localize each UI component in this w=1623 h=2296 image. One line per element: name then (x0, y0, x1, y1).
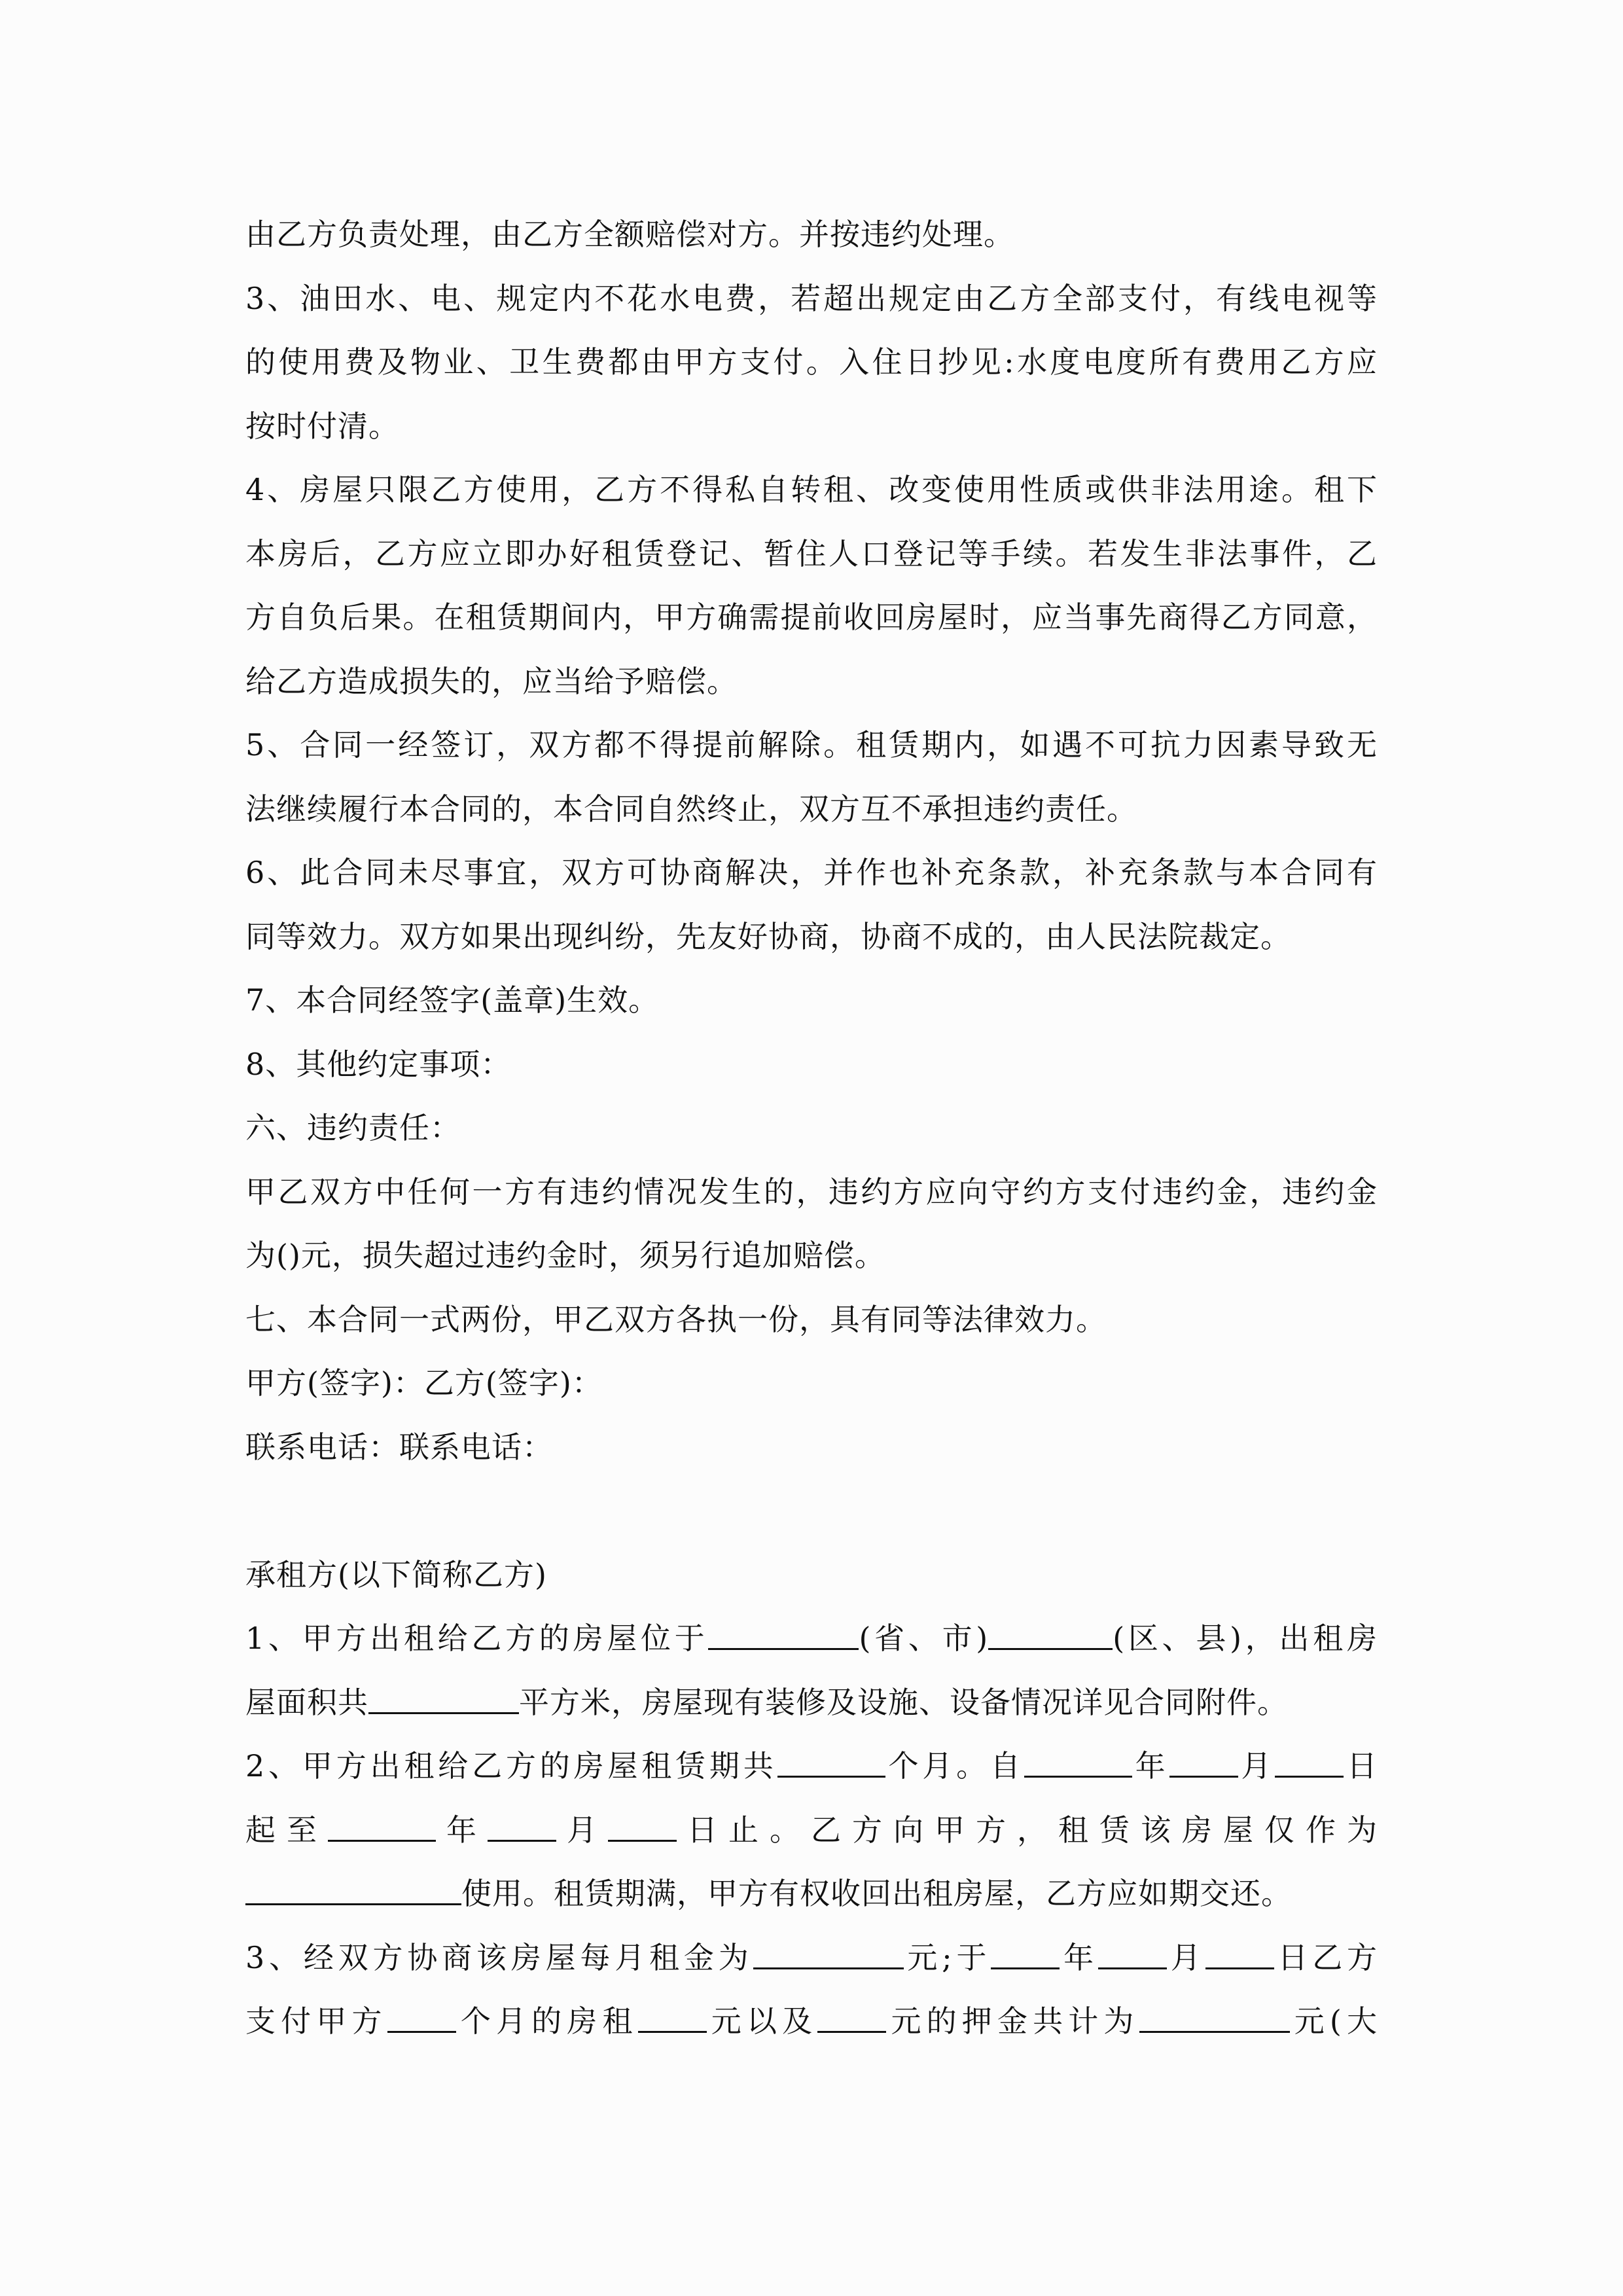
clause-text: 元以及 (706, 2003, 818, 2039)
text-line: 给乙方造成损失的，应当给予赔偿。 (245, 663, 738, 699)
text-line: 7、本合同经签字(盖章)生效。 (245, 982, 660, 1018)
clause-text: 屋面积共 (245, 1684, 368, 1720)
text-line: 为()元，损失超过违约金时，须另行追加赔偿。 (245, 1238, 885, 1273)
blank-field-province[interactable] (708, 1622, 859, 1650)
clause-2-line-3 (245, 1862, 1378, 1926)
blank-field-months-paid[interactable] (387, 2005, 456, 2033)
blank-field-pay-year[interactable] (991, 1941, 1060, 1969)
text-line: 8、其他约定事项： (245, 1046, 512, 1082)
clause-text: 起至 (245, 1812, 328, 1848)
clause-2-line-1 (245, 1734, 1378, 1799)
contact-phone-line: 联系电话：联系电话： (245, 1429, 553, 1465)
blank-field-start-month[interactable] (1169, 1749, 1238, 1778)
clause-text: 年 (1132, 1748, 1169, 1784)
clause-text: 月 (556, 1812, 608, 1848)
clause-text: 元的押金共计为 (886, 2003, 1139, 2039)
clause-1-line-2 (245, 1671, 1378, 1735)
blank-field-area[interactable] (368, 1686, 519, 1714)
section-heading-breach: 六、违约责任： (245, 1110, 461, 1145)
blank-field-deposit[interactable] (817, 2005, 886, 2033)
clause-text: (省、市) (859, 1621, 989, 1656)
clause-text: 月 (1238, 1748, 1275, 1784)
text-line: 法继续履行本合同的，本合同自然终止，双方互不承担违约责任。 (245, 791, 1137, 827)
blank-field-pay-day[interactable] (1205, 1941, 1274, 1969)
text-line: 同等效力。双方如果出现纠纷，先友好协商，协商不成的，由人民法院裁定。 (245, 918, 1291, 954)
blank-field-rent-amount[interactable] (638, 2005, 707, 2033)
blank-field-total[interactable] (1139, 2005, 1290, 2033)
text-line: 3、油田水、电、规定内不花水电费，若超出规定由乙方全部支付，有线电视等 (245, 280, 1378, 316)
clause-text: 年 (436, 1812, 488, 1848)
spacer (245, 1479, 1378, 1543)
blank-field-end-day[interactable] (608, 1814, 677, 1842)
signature-line: 甲方(签字)：乙方(签字)： (245, 1365, 603, 1401)
text-line: 本房后，乙方应立即办好租赁登记、暂住人口登记等手续。若发生非法事件，乙 (245, 535, 1378, 571)
text-line: 按时付清。 (245, 408, 399, 444)
clause-3-line-2 (245, 1990, 1378, 2054)
clause-text: 日止。乙方向甲方，租赁该房屋仅作为 (677, 1812, 1378, 1848)
blank-field-end-year[interactable] (328, 1814, 436, 1842)
clause-text: 个月的房租 (455, 2003, 638, 2039)
clause-text: 月 (1166, 1939, 1205, 1975)
text-line: 甲乙双方中任何一方有违约情况发生的，违约方应向守约方支付违约金，违约金 (245, 1174, 1378, 1210)
clause-text: 元;于 (903, 1939, 991, 1975)
blank-field-lease-months[interactable] (777, 1749, 885, 1778)
clause-text: 3、经双方协商该房屋每月租金为 (245, 1939, 753, 1975)
blank-field-pay-month[interactable] (1098, 1941, 1167, 1969)
clause-text: 日 (1344, 1748, 1378, 1784)
blank-field-end-month[interactable] (488, 1814, 556, 1842)
blank-field-monthly-rent[interactable] (753, 1941, 904, 1969)
clause-2-line-2 (245, 1799, 1378, 1863)
clause-1-line-1 (245, 1607, 1378, 1671)
text-line: 5、合同一经签订，双方都不得提前解除。租赁期内，如遇不可抗力因素导致无 (245, 727, 1378, 762)
clause-text: 元(大 (1289, 2003, 1378, 2039)
blank-field-usage[interactable] (245, 1877, 461, 1905)
text-line: 的使用费及物业、卫生费都由甲方支付。入住日抄见:水度电度所有费用乙方应 (245, 344, 1378, 380)
document-page (245, 203, 1378, 2054)
blank-field-start-year[interactable] (1024, 1749, 1132, 1778)
clause-text: 日乙方 (1274, 1939, 1378, 1975)
clause-text: 1、甲方出租给乙方的房屋位于 (245, 1621, 709, 1656)
clause-text: 支付甲方 (245, 2003, 387, 2039)
clause-text: 使用。租赁期满，甲方有权收回出租房屋，乙方应如期交还。 (461, 1876, 1292, 1911)
clause-text: 2、甲方出租给乙方的房屋租赁期共 (245, 1748, 777, 1784)
clause-text: 年 (1060, 1939, 1098, 1975)
text-line: 方自负后果。在租赁期间内，甲方确需提前收回房屋时，应当事先商得乙方同意， (245, 600, 1378, 635)
text-line: 6、此合同未尽事宜，双方可协商解决，并作也补充条款，补充条款与本合同有 (245, 855, 1378, 890)
clause-text: (区、县)，出租房 (1113, 1621, 1378, 1656)
clause-text: 平方米，房屋现有装修及设施、设备情况详见合同附件。 (519, 1684, 1288, 1720)
clause-3-line-1 (245, 1926, 1378, 1990)
blank-field-start-day[interactable] (1275, 1749, 1344, 1778)
text-line: 4、房屋只限乙方使用，乙方不得私自转租、改变使用性质或供非法用途。租下 (245, 472, 1378, 507)
blank-field-district[interactable] (988, 1622, 1113, 1650)
clause-text: 个月。自 (885, 1748, 1024, 1784)
text-line: 七、本合同一式两份，甲乙双方各执一份，具有同等法律效力。 (245, 1301, 1107, 1337)
lessee-heading: 承租方(以下简称乙方) (245, 1556, 547, 1592)
text-line: 由乙方负责处理，由乙方全额赔偿对方。并按违约处理。 (245, 217, 1014, 252)
